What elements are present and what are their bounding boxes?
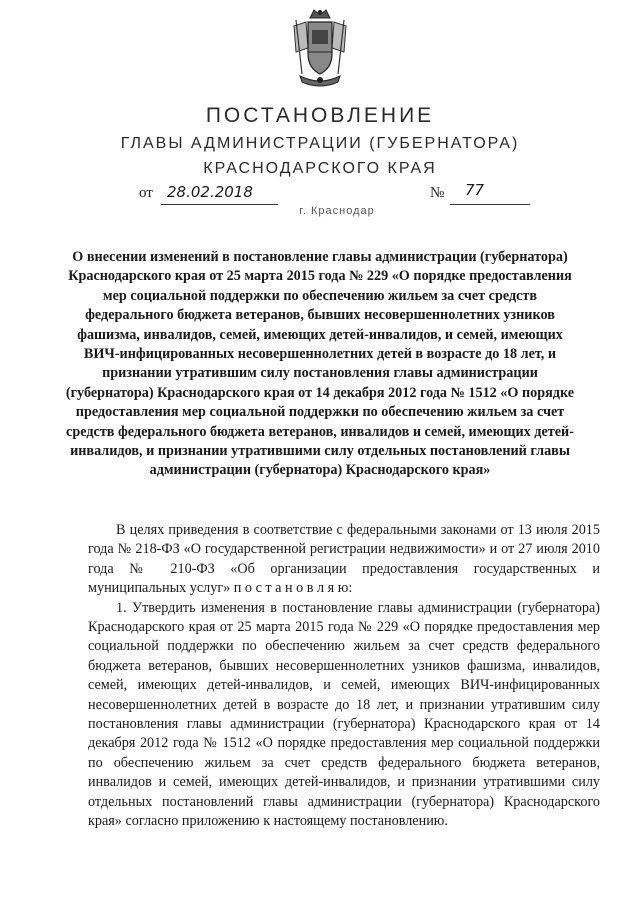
city-label: г. Краснодар (299, 205, 375, 217)
document-title: ПОСТАНОВЛЕНИЕ (205, 104, 435, 127)
document-subject: О внесении изменений в постановление главы администрации (губернатора) Краснодарского края от 25 марта 2015 года № 229 «О порядке предоставления мер социальной поддержки по обеспечению жильем за счет средств федерального бюджета ветеранов, бывших несовершеннолетних узников фашизма, инвалидов, семей, имеющих детей-инвалидов, и семей, имеющих ВИЧ-инфицированных несовершеннолетних детей в возрасте до 18 лет, и признании утратившим силу постановления главы администрации (губернатора) Краснодарского края от 14 декабря 2012 года № 1512 «О порядке предоставления мер социальной поддержки по обеспечению жильем за счет средств федерального бюджета ветеранов, инвалидов и семей, имеющих детей-инвалидов, и признании утратившими силу отдельных постановлений главы администрации (губернатора) Краснодарского края» (65, 249, 575, 479)
preamble-paragraph: В целях приведения в соответствие с федеральными законами от 13 июля 2015 года № 218-ФЗ «О государственной регистрации недвижимости» и от 27 июля 2010 года № 210-ФЗ «Об организации предоставления государственных и муниципальных услуг» п о с т а н о в л я ю: (88, 522, 600, 597)
document-subtitle-region: КРАСНОДАРСКОГО КРАЯ (203, 160, 437, 177)
document-body (88, 521, 600, 832)
document-subtitle-authority: ГЛАВЫ АДМИНИСТРАЦИИ (ГУБЕРНАТОРА) (120, 135, 520, 152)
item-1-paragraph: 1. Утвердить изменения в постановление главы администрации (губернатора) Краснодарского края от 25 марта 2015 года № 229 «О порядке предоставления мер социальной поддержки по обеспечению жильем за счет средств федерального бюджета ветеранов, бывших несовершеннолетних узников фашизма, инвалидов, семей, имеющих детей-инвалидов, и семей, имеющих ВИЧ-инфицированных несовершеннолетних детей в возрасте до 18 лет, и признании утратившим силу постановления главы администрации (губернатора) Краснодарского края от 14 декабря 2012 года № 1512 «О порядке предоставления мер социальной поддержки по обеспечению жильем за счет средств федерального бюджета ветеранов, инвалидов и семей, имеющих детей-инвалидов, и признании утратившими силу отдельных постановлений главы администрации (губернатора) Краснодарского края» согласно приложению к настоящему постановлению. (88, 599, 600, 830)
date-label: от (139, 185, 153, 201)
number-value: 77 (465, 181, 485, 199)
number-label: № (430, 185, 445, 201)
coat-of-arms-emblem (288, 8, 352, 90)
date-value: 28.02.2018 (167, 183, 253, 201)
